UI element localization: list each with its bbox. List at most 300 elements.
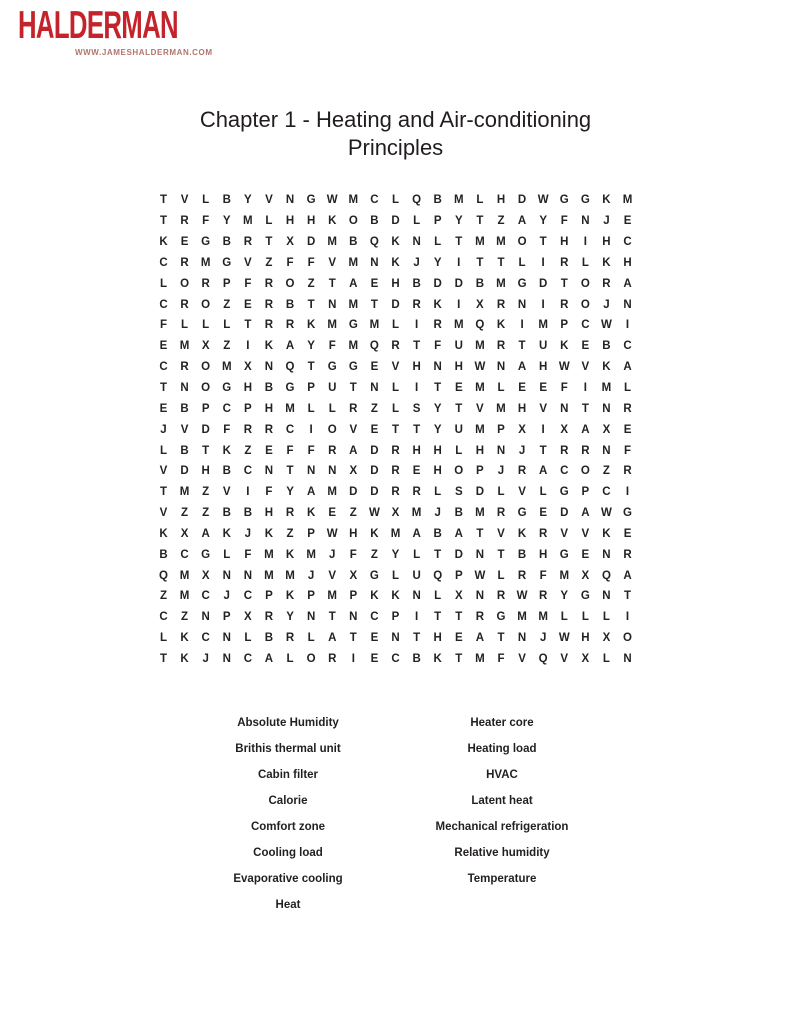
grid-letter: L	[413, 215, 421, 228]
grid-letter: N	[180, 382, 189, 395]
grid-letter: K	[391, 590, 400, 603]
grid-letter: N	[391, 632, 400, 645]
grid-letter: O	[454, 465, 464, 478]
grid-letter: Q	[412, 194, 422, 207]
grid-letter: R	[560, 444, 569, 457]
page-title-line1: Chapter 1 - Heating and Air-conditioning	[199, 107, 592, 132]
grid-letter: X	[602, 423, 611, 436]
grid-row	[153, 440, 638, 461]
grid-letter: Z	[497, 215, 505, 228]
grid-letter: L	[434, 486, 442, 499]
word-list-item: Absolute Humidity	[237, 717, 339, 729]
grid-letter: N	[496, 361, 506, 374]
grid-letter: D	[391, 215, 400, 228]
grid-letter: A	[349, 444, 358, 457]
grid-letter: N	[560, 402, 569, 415]
grid-letter: C	[159, 256, 168, 269]
grid-letter: Z	[223, 298, 231, 311]
grid-letter: M	[496, 402, 506, 415]
grid-letter: F	[560, 215, 568, 228]
grid-row	[153, 482, 638, 503]
word-list-item: Calorie	[268, 795, 308, 807]
grid-letter: K	[222, 527, 231, 540]
grid-letter: R	[391, 486, 400, 499]
grid-letter: V	[328, 569, 337, 582]
grid-letter: E	[370, 277, 379, 290]
grid-letter: O	[201, 361, 211, 374]
word-list-item: Cooling load	[253, 847, 323, 859]
grid-letter: P	[560, 319, 569, 332]
grid-letter: C	[560, 465, 569, 478]
grid-letter: J	[603, 215, 610, 228]
grid-letter: E	[623, 423, 632, 436]
grid-letter: E	[370, 423, 379, 436]
grid-letter: R	[433, 319, 442, 332]
grid-letter: T	[497, 632, 505, 645]
grid-letter: L	[244, 632, 252, 645]
grid-letter: N	[285, 194, 295, 207]
grid-row	[153, 419, 638, 440]
grid-letter: X	[180, 527, 189, 540]
grid-letter: D	[539, 277, 548, 290]
grid-row	[153, 253, 638, 274]
grid-letter: Y	[433, 402, 442, 415]
grid-letter: R	[264, 611, 274, 624]
grid-letter: Q	[601, 569, 611, 582]
grid-letter: H	[391, 277, 400, 290]
grid-letter: D	[475, 486, 485, 499]
grid-letter: R	[412, 486, 421, 499]
grid-letter: N	[222, 569, 231, 582]
grid-letter: B	[475, 277, 485, 290]
grid-letter: G	[285, 382, 295, 395]
grid-letter: R	[623, 548, 632, 561]
grid-row	[153, 649, 638, 670]
grid-letter: X	[518, 423, 526, 436]
grid-letter: O	[623, 632, 632, 645]
grid-letter: R	[264, 298, 274, 311]
logo-wordmark: HALDERMAN	[18, 4, 178, 47]
grid-row	[153, 586, 638, 607]
grid-letter: T	[476, 256, 484, 269]
grid-letter: K	[602, 194, 611, 207]
grid-letter: G	[348, 319, 358, 332]
grid-letter: P	[265, 590, 273, 603]
grid-letter: M	[538, 319, 548, 332]
grid-letter: N	[623, 652, 632, 665]
grid-letter: P	[454, 569, 463, 582]
grid-letter: F	[286, 256, 294, 269]
grid-letter: E	[412, 465, 421, 478]
grid-letter: I	[625, 486, 630, 499]
grid-letter: H	[560, 236, 569, 249]
grid-letter: C	[243, 652, 252, 665]
grid-letter: G	[559, 486, 569, 499]
grid-letter: V	[159, 465, 168, 478]
grid-letter: F	[265, 486, 273, 499]
grid-letter: H	[433, 444, 442, 457]
grid-letter: P	[244, 402, 252, 415]
grid-letter: T	[476, 527, 484, 540]
grid-letter: N	[222, 632, 231, 645]
grid-letter: J	[497, 465, 505, 478]
grid-letter: Z	[244, 444, 252, 457]
grid-letter: L	[202, 319, 210, 332]
grid-letter: O	[517, 236, 527, 249]
grid-letter: B	[433, 527, 442, 540]
grid-letter: V	[581, 361, 590, 374]
grid-letter: H	[581, 632, 590, 645]
grid-letter: G	[496, 611, 506, 624]
grid-letter: L	[497, 569, 505, 582]
grid-letter: R	[391, 340, 400, 353]
grid-letter: B	[602, 340, 611, 353]
grid-letter: L	[328, 402, 336, 415]
grid-letter: N	[412, 236, 421, 249]
grid-letter: C	[243, 465, 252, 478]
word-list-item: HVAC	[486, 769, 518, 781]
grid-letter: Y	[286, 486, 294, 499]
grid-letter: T	[455, 402, 463, 415]
grid-letter: P	[307, 382, 315, 395]
grid-letter: L	[518, 256, 526, 269]
grid-letter: T	[159, 382, 167, 395]
grid-letter: L	[497, 382, 505, 395]
grid-letter: K	[159, 236, 168, 249]
grid-letter: G	[580, 590, 590, 603]
grid-letter: E	[581, 340, 590, 353]
grid-letter: X	[349, 569, 358, 582]
grid-letter: T	[244, 319, 252, 332]
grid-row	[153, 461, 638, 482]
grid-letter: H	[433, 632, 442, 645]
grid-letter: V	[539, 402, 547, 415]
grid-letter: W	[558, 361, 570, 374]
grid-letter: F	[307, 256, 315, 269]
grid-letter: G	[559, 194, 569, 207]
grid-letter: N	[433, 361, 442, 374]
grid-row	[153, 628, 638, 649]
grid-letter: M	[285, 402, 295, 415]
grid-letter: V	[180, 423, 189, 436]
grid-letter: T	[349, 632, 357, 645]
grid-letter: D	[454, 548, 463, 561]
grid-letter: T	[497, 548, 505, 561]
grid-letter: I	[246, 340, 250, 353]
grid-letter: V	[244, 256, 252, 269]
grid-letter: D	[370, 465, 379, 478]
grid-letter: F	[223, 423, 231, 436]
grid-letter: R	[496, 590, 506, 603]
grid-letter: T	[434, 611, 442, 624]
grid-letter: U	[328, 382, 337, 395]
grid-letter: T	[434, 548, 442, 561]
word-list-item: Heat	[275, 899, 301, 911]
grid-letter: R	[285, 319, 295, 332]
grid-letter: Q	[433, 569, 443, 582]
grid-letter: V	[391, 361, 400, 374]
grid-letter: K	[602, 361, 611, 374]
grid-letter: R	[623, 402, 632, 415]
grid-letter: I	[457, 256, 461, 269]
grid-letter: K	[433, 298, 442, 311]
grid-letter: F	[560, 382, 568, 395]
grid-letter: P	[349, 590, 358, 603]
word-list-item: Evaporative cooling	[233, 873, 343, 885]
grid-letter: E	[518, 382, 526, 395]
grid-letter: N	[306, 465, 316, 478]
grid-letter: D	[370, 444, 379, 457]
grid-letter: Y	[286, 611, 294, 624]
grid-letter: L	[159, 277, 167, 290]
grid-letter: K	[391, 256, 400, 269]
grid-letter: Q	[158, 569, 168, 582]
grid-letter: H	[433, 465, 442, 478]
grid-letter: N	[243, 569, 252, 582]
grid-letter: M	[179, 486, 190, 499]
grid-letter: C	[159, 298, 168, 311]
grid-letter: H	[517, 402, 527, 415]
grid-letter: R	[180, 256, 189, 269]
grid-letter: R	[496, 507, 506, 520]
grid-letter: R	[560, 256, 569, 269]
grid-row	[153, 607, 638, 628]
grid-letter: K	[285, 548, 295, 561]
grid-letter: X	[476, 298, 484, 311]
grid-letter: M	[369, 319, 380, 332]
grid-letter: N	[602, 590, 611, 603]
grid-letter: R	[539, 590, 548, 603]
grid-letter: H	[539, 548, 548, 561]
grid-letter: B	[243, 507, 252, 520]
grid-letter: E	[454, 632, 463, 645]
grid-letter: U	[454, 423, 463, 436]
grid-letter: S	[454, 486, 463, 499]
grid-letter: D	[391, 298, 400, 311]
grid-letter: G	[517, 277, 527, 290]
grid-letter: Z	[370, 548, 378, 561]
grid-letter: V	[518, 486, 526, 499]
grid-letter: D	[349, 486, 358, 499]
grid-letter: K	[496, 319, 506, 332]
halderman-logo	[18, 6, 260, 57]
grid-letter: F	[328, 340, 336, 353]
grid-letter: M	[179, 569, 190, 582]
grid-letter: R	[391, 444, 400, 457]
grid-letter: L	[202, 194, 210, 207]
grid-letter: H	[602, 236, 611, 249]
grid-letter: V	[180, 194, 189, 207]
grid-letter: R	[285, 507, 295, 520]
grid-letter: F	[349, 548, 357, 561]
grid-letter: X	[560, 423, 569, 436]
grid-letter: K	[433, 652, 442, 665]
grid-letter: B	[222, 465, 231, 478]
grid-letter: F	[624, 444, 632, 457]
grid-letter: K	[285, 590, 295, 603]
grid-letter: W	[368, 507, 380, 520]
grid-letter: R	[328, 444, 337, 457]
grid-letter: A	[412, 527, 421, 540]
grid-letter: R	[391, 465, 400, 478]
grid-letter: C	[201, 632, 210, 645]
grid-letter: L	[391, 569, 400, 582]
grid-letter: Y	[244, 194, 252, 207]
grid-letter: I	[541, 423, 545, 436]
grid-letter: B	[222, 507, 231, 520]
grid-letter: H	[285, 215, 295, 228]
grid-letter: F	[159, 319, 167, 332]
grid-letter: C	[285, 423, 295, 436]
grid-letter: R	[517, 569, 527, 582]
grid-letter: W	[326, 527, 338, 540]
grid-row	[153, 503, 638, 524]
grid-letter: L	[581, 611, 589, 624]
grid-letter: H	[454, 361, 463, 374]
grid-letter: K	[370, 527, 379, 540]
grid-letter: G	[201, 236, 211, 249]
grid-letter: R	[285, 632, 295, 645]
grid-letter: E	[180, 236, 189, 249]
grid-letter: A	[581, 423, 590, 436]
grid-letter: R	[264, 277, 274, 290]
grid-letter: O	[580, 465, 590, 478]
grid-letter: M	[475, 507, 485, 520]
grid-letter: T	[434, 382, 442, 395]
grid-letter: T	[328, 611, 336, 624]
grid-letter: M	[264, 548, 274, 561]
grid-letter: J	[518, 444, 526, 457]
grid-letter: F	[497, 652, 505, 665]
grid-letter: M	[348, 298, 359, 311]
grid-letter: G	[348, 361, 358, 374]
grid-letter: P	[222, 611, 231, 624]
grid-letter: M	[285, 569, 295, 582]
grid-letter: J	[329, 548, 336, 561]
grid-letter: F	[307, 444, 315, 457]
grid-letter: D	[306, 236, 316, 249]
grid-letter: H	[623, 256, 632, 269]
grid-letter: O	[348, 215, 358, 228]
grid-letter: B	[433, 194, 442, 207]
grid-letter: M	[496, 277, 506, 290]
grid-letter: R	[496, 298, 506, 311]
grid-letter: V	[581, 527, 590, 540]
grid-letter: R	[475, 611, 485, 624]
grid-letter: K	[602, 527, 611, 540]
grid-letter: I	[246, 486, 250, 499]
grid-letter: B	[370, 215, 379, 228]
grid-letter: Y	[539, 215, 547, 228]
grid-letter: M	[475, 236, 485, 249]
grid-letter: W	[558, 632, 570, 645]
word-list-item: Cabin filter	[257, 769, 319, 781]
grid-letter: X	[581, 569, 590, 582]
grid-letter: V	[497, 527, 505, 540]
grid-letter: D	[433, 277, 442, 290]
grid-letter: L	[413, 548, 421, 561]
grid-letter: I	[583, 236, 587, 249]
grid-letter: C	[222, 402, 231, 415]
grid-letter: O	[285, 277, 295, 290]
grid-letter: C	[602, 486, 611, 499]
grid-letter: L	[391, 319, 400, 332]
grid-letter: A	[306, 486, 316, 499]
grid-letter: J	[413, 256, 420, 269]
word-list-item: Brithis thermal unit	[235, 743, 341, 755]
grid-letter: X	[349, 465, 358, 478]
grid-letter: N	[264, 465, 274, 478]
grid-letter: K	[306, 507, 316, 520]
grid-letter: Z	[286, 527, 294, 540]
grid-letter: Z	[265, 256, 273, 269]
grid-letter: T	[624, 590, 632, 603]
grid-letter: W	[474, 569, 486, 582]
puzzle-grid	[153, 190, 638, 669]
word-list-right	[352, 710, 652, 892]
grid-letter: L	[307, 402, 315, 415]
grid-letter: M	[327, 590, 338, 603]
grid-letter: Z	[349, 507, 357, 520]
grid-letter: H	[349, 527, 358, 540]
grid-letter: G	[306, 194, 316, 207]
grid-letter: E	[581, 548, 590, 561]
grid-letter: C	[243, 590, 252, 603]
grid-letter: Z	[370, 402, 378, 415]
grid-letter: D	[180, 465, 189, 478]
grid-letter: R	[264, 319, 274, 332]
grid-letter: X	[454, 590, 463, 603]
grid-letter: L	[223, 548, 231, 561]
word-list-item: Relative humidity	[454, 847, 550, 859]
grid-row	[153, 357, 638, 378]
grid-letter: K	[180, 632, 189, 645]
grid-letter: M	[348, 194, 359, 207]
grid-letter: N	[517, 632, 527, 645]
grid-letter: T	[286, 465, 294, 478]
grid-letter: Z	[159, 590, 167, 603]
grid-letter: D	[517, 194, 527, 207]
grid-letter: C	[159, 611, 168, 624]
grid-letter: G	[201, 548, 211, 561]
grid-letter: K	[264, 340, 274, 353]
grid-letter: L	[434, 236, 442, 249]
grid-letter: Z	[181, 611, 189, 624]
grid-letter: C	[623, 340, 632, 353]
grid-letter: H	[496, 194, 506, 207]
grid-letter: A	[581, 507, 590, 520]
word-list-item: Heating load	[467, 743, 537, 755]
grid-letter: M	[475, 382, 485, 395]
grid-letter: B	[285, 298, 295, 311]
grid-letter: X	[581, 652, 590, 665]
grid-letter: E	[454, 382, 463, 395]
grid-letter: I	[541, 298, 545, 311]
grid-letter: E	[370, 632, 379, 645]
grid-letter: T	[413, 632, 421, 645]
grid-letter: L	[223, 319, 231, 332]
grid-letter: E	[539, 507, 547, 520]
grid-letter: P	[222, 277, 231, 290]
grid-letter: R	[328, 652, 337, 665]
grid-letter: L	[602, 611, 610, 624]
grid-letter: A	[328, 632, 337, 645]
grid-letter: Z	[202, 507, 210, 520]
grid-letter: O	[201, 382, 211, 395]
grid-row	[153, 524, 638, 545]
grid-letter: L	[159, 632, 167, 645]
grid-letter: L	[497, 486, 505, 499]
